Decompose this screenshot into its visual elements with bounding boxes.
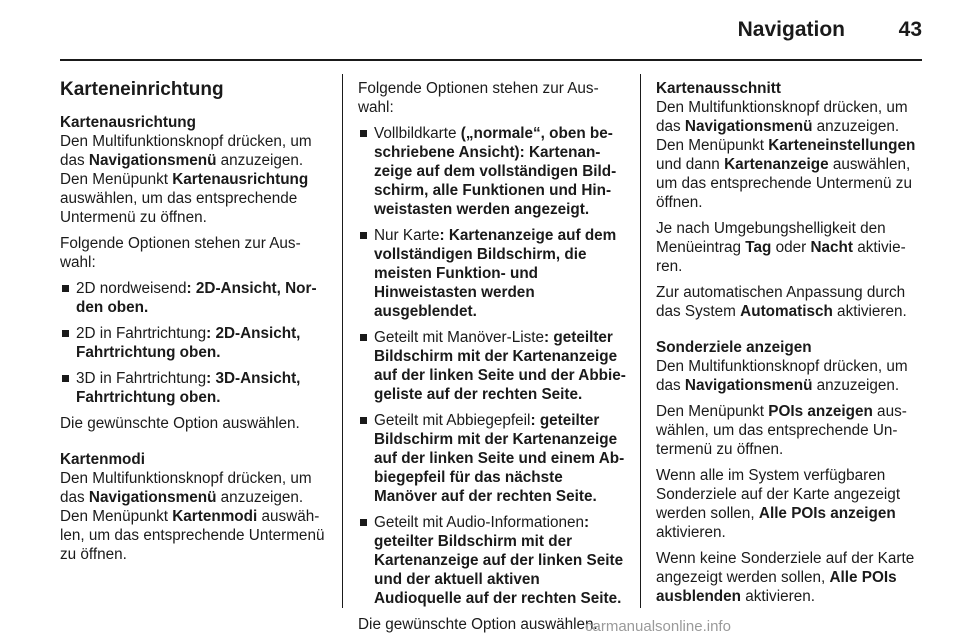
ui-term: Kartenanzeige: [724, 156, 829, 173]
paragraph: Folgende Optionen stehen zur Auswahl:: [358, 80, 599, 116]
paragraph: [60, 469, 328, 564]
ui-term: : geteilter Bildschirm mit der Kartenanzeige auf der linken Seite und der Abbiegeliste auf der rechten Seite.: [374, 329, 626, 403]
subheading-kartenausschnitt: Kartenausschnitt: [656, 80, 781, 97]
option-list: [60, 279, 328, 407]
list-item: [358, 226, 626, 321]
text-run: auswählen, um das entsprechende Untermenü zu öffnen.: [656, 403, 907, 458]
text-run: Je nach Umgebungshelligkeit den Menüeintrag: [656, 220, 886, 256]
list-item: [60, 369, 328, 407]
list-item: [358, 513, 626, 608]
paragraph: Die gewünschte Option auswählen.: [358, 616, 598, 633]
column-2: [358, 79, 626, 641]
paragraph: Die gewünschte Option auswählen.: [60, 415, 300, 432]
text-run: Den Menüpunkt: [656, 403, 769, 420]
text-run: auswählen, um das entsprechende Untermenü zu öffnen.: [60, 190, 298, 226]
text-run: Wenn alle im System verfügbaren Sonderziele auf der Karte angezeigt werden sollen,: [656, 467, 901, 522]
page-number: 43: [898, 18, 922, 41]
text-run: auswählen, um das entsprechende Untermenü zu öffnen.: [656, 156, 912, 211]
ui-term: Navigationsmenü: [684, 377, 813, 394]
ui-term: : 2D-Ansicht, Fahrtrichtung oben.: [76, 325, 301, 361]
ui-term: Kartenausrichtung: [172, 171, 309, 188]
ui-term: Alle POIs anzeigen: [758, 505, 896, 522]
text-run: anzuzeigen.: [812, 377, 900, 394]
bullet-icon: [360, 519, 367, 526]
ui-term: : geteilter Bildschirm mit der Kartenanzeige auf der linken Seite und der aktuell aktiven Audioquelle auf der rechten Seite.: [374, 514, 624, 607]
text-run: 2D in Fahrtrichtung: [76, 325, 207, 342]
text-run: Vollbildkarte: [374, 125, 457, 142]
section-heading: Karteneinrichtung: [60, 79, 224, 100]
column-divider-2: [640, 74, 641, 608]
ui-term: : geteilter Bildschirm mit der Kartenanzeige auf der linken Seite und einem Abbiegepfeil für das nächste Manöver auf der rechten Seite.: [374, 412, 625, 505]
ui-term: Navigationsmenü: [88, 152, 217, 169]
paragraph: [656, 357, 924, 395]
paragraph: [656, 219, 924, 276]
ui-term: Tag: [745, 239, 772, 256]
bullet-icon: [360, 334, 367, 341]
column-1: [60, 79, 328, 571]
text-run: Geteilt mit Abbiegepfeil: [374, 412, 531, 429]
text-run: und dann: [656, 156, 725, 173]
bullet-icon: [62, 330, 69, 337]
ui-term: Karteneinstellungen: [768, 137, 916, 154]
text-run: Den Multifunktionsknopf drücken, um das: [60, 470, 312, 506]
header-rule: [60, 59, 922, 61]
list-item: [358, 328, 626, 404]
bullet-icon: [360, 232, 367, 239]
text-run: auswählen, um das entsprechende Untermenü zu öffnen.: [60, 508, 325, 563]
text-run: aktivieren.: [656, 239, 906, 275]
text-run: oder: [771, 239, 811, 256]
text-run: Den Multifunktionsknopf drücken, um das: [656, 358, 908, 394]
paragraph: [656, 98, 924, 212]
list-item: [358, 124, 626, 219]
text-run: anzuzeigen. Den Menüpunkt: [60, 489, 304, 525]
ui-term: Nacht: [810, 239, 853, 256]
ui-term: POIs anzeigen: [768, 403, 873, 420]
watermark: carmanualsonline.info: [585, 618, 731, 635]
text-run: Den Multifunktionsknopf drücken, um das: [60, 133, 312, 169]
list-item: [60, 324, 328, 362]
paragraph: [656, 402, 924, 459]
text-run: aktivieren.: [656, 524, 726, 541]
text-run: Den Multifunktionsknopf drücken, um das: [656, 99, 908, 135]
paragraph: [656, 283, 924, 321]
subheading-kartenmodi: Kartenmodi: [60, 451, 145, 468]
ui-term: Navigationsmenü: [88, 489, 217, 506]
text-run: aktivieren.: [741, 588, 815, 605]
text-run: Geteilt mit Manöver-Liste: [374, 329, 545, 346]
bullet-icon: [62, 375, 69, 382]
text-run: anzuzeigen. Den Menüpunkt: [656, 118, 900, 154]
bullet-icon: [360, 417, 367, 424]
text-run: 2D nordweisend: [76, 280, 187, 297]
text-run: Zur automatischen Anpassung durch das System: [656, 284, 906, 320]
text-run: 3D in Fahrtrichtung: [76, 370, 207, 387]
ui-term: : 3D-Ansicht, Fahrtrichtung oben.: [76, 370, 301, 406]
text-run: aktivieren.: [832, 303, 907, 320]
ui-term: Navigationsmenü: [684, 118, 813, 135]
text-run: anzuzeigen. Den Menüpunkt: [60, 152, 304, 188]
ui-term: : Kartenanzeige auf dem vollständigen Bildschirm, die meisten Funktion- und Hinweistasten werden ausgeblendet.: [374, 227, 617, 320]
text-run: Geteilt mit Audio-Informationen: [374, 514, 585, 531]
ui-term: („normale“, oben beschriebene Ansicht): Kartenanzeige auf dem vollständigen Bildschirm, alle Funktionen und Hinweistasten werden angezeigt.: [374, 125, 617, 218]
subheading-kartenausrichtung: Kartenausrichtung: [60, 114, 196, 131]
column-3: [656, 79, 924, 613]
list-item: [60, 279, 328, 317]
ui-term: Kartenmodi: [172, 508, 258, 525]
bullet-icon: [62, 285, 69, 292]
text-run: Nur Karte: [374, 227, 440, 244]
ui-term: Automatisch: [740, 303, 833, 320]
text-run: Wenn keine Sonderziele auf der Karte angezeigt werden sollen,: [656, 550, 915, 586]
paragraph: [656, 466, 924, 542]
ui-term: Alle POIs ausblenden: [656, 569, 897, 605]
ui-term: : 2D-Ansicht, Norden oben.: [76, 280, 317, 316]
list-item: [358, 411, 626, 506]
subheading-sonderziele: Sonderziele anzeigen: [656, 339, 812, 356]
page-header-title: Navigation: [737, 18, 845, 41]
column-divider-1: [342, 74, 343, 608]
paragraph: Folgende Optionen stehen zur Auswahl:: [60, 235, 301, 271]
paragraph: [60, 132, 328, 227]
option-list: [358, 124, 626, 608]
bullet-icon: [360, 130, 367, 137]
paragraph: [656, 549, 924, 606]
